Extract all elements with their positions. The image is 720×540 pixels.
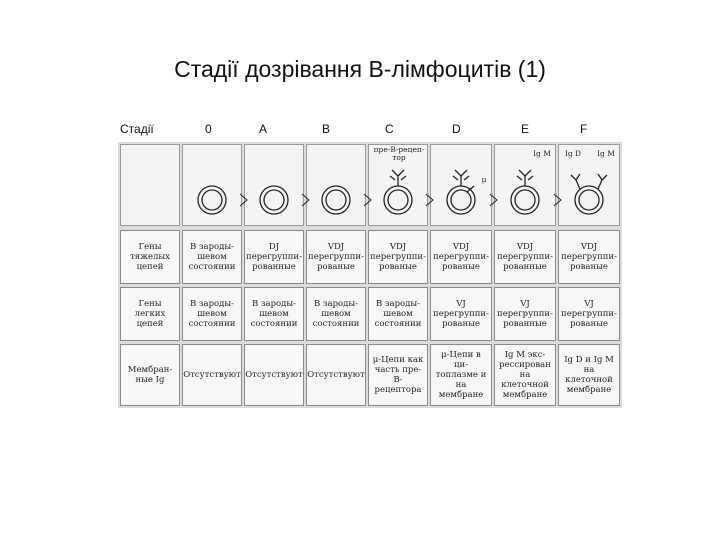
table-cell: Отсутствуют xyxy=(244,344,304,406)
table-cell: Ig D и Ig M на клеточной мембране xyxy=(558,344,620,406)
stage-e-cell xyxy=(511,170,539,214)
table-cell: В зароды- шевом состоянии xyxy=(368,287,428,341)
igm-label: Ig M xyxy=(533,149,551,158)
table-cell: μ-Цепи как часть пре-В- рецептора xyxy=(368,344,428,406)
stage-b-cell xyxy=(322,186,350,214)
table-cell: В зароды- шевом состоянии xyxy=(306,287,366,341)
row-header-membrane-ig: Мембран- ные Ig xyxy=(120,344,180,406)
table-cell: В зароды- шевом состоянии xyxy=(182,230,242,284)
table-cell: VJ перегруппи- рованые xyxy=(430,287,492,341)
stage-0-cell xyxy=(198,186,226,214)
table-cell: В зароды- шевом состоянии xyxy=(244,287,304,341)
table-cell: VDJ перегруппи- рованые xyxy=(558,230,620,284)
b-cell-maturation-figure xyxy=(118,142,622,408)
stage-d-cell xyxy=(447,170,475,214)
igd-label: Ig D xyxy=(564,149,582,158)
stage-label-e: E xyxy=(521,122,530,136)
table-cell: В зароды- шевом состоянии xyxy=(182,287,242,341)
slide-title: Стадії дозрівання В-лімфоцитів (1) xyxy=(174,56,546,82)
table-cell: Ig M экс- рессирован на клеточной мембране xyxy=(494,344,556,406)
table-cell: VJ перегруппи- рованые xyxy=(558,287,620,341)
stage-label-b: B xyxy=(322,122,331,136)
table-cell: VDJ перегруппи- рованные xyxy=(494,230,556,284)
row-header-light-chain: Гены легких цепей xyxy=(120,287,180,341)
table-cell: μ-Цепи в ци- топлазме и на мембране xyxy=(430,344,492,406)
table-cell: VJ перегруппи- рованные xyxy=(494,287,556,341)
table-cell: VDJ перегруппи- рованые xyxy=(306,230,366,284)
stage-label-a: A xyxy=(259,122,268,136)
stages-label: Стадії xyxy=(120,122,154,136)
stage-c-cell xyxy=(384,170,412,214)
table-cell: Отсутствуют xyxy=(182,344,242,406)
stage-f-cell xyxy=(571,174,607,214)
table-cell: VDJ перегруппи- рованые xyxy=(368,230,428,284)
igm-f-label: Ig M xyxy=(597,149,615,158)
row-header-heavy-chain: Гены тяжелых цепей xyxy=(120,230,180,284)
pre-b-receptor-label: пре-В-рецеп- тор xyxy=(373,145,425,162)
table-cell: Отсутствуют xyxy=(306,344,366,406)
stage-a-cell xyxy=(260,186,288,214)
stage-label-c: C xyxy=(385,122,394,136)
table-cell: DJ перегруппи- рованные xyxy=(244,230,304,284)
stage-label-d: D xyxy=(452,122,461,136)
mu-chain-label: μ xyxy=(481,175,487,184)
stage-label-f: F xyxy=(580,122,588,136)
stage-label-0: 0 xyxy=(205,122,212,136)
table-cell: VDJ перегруппи- рованые xyxy=(430,230,492,284)
